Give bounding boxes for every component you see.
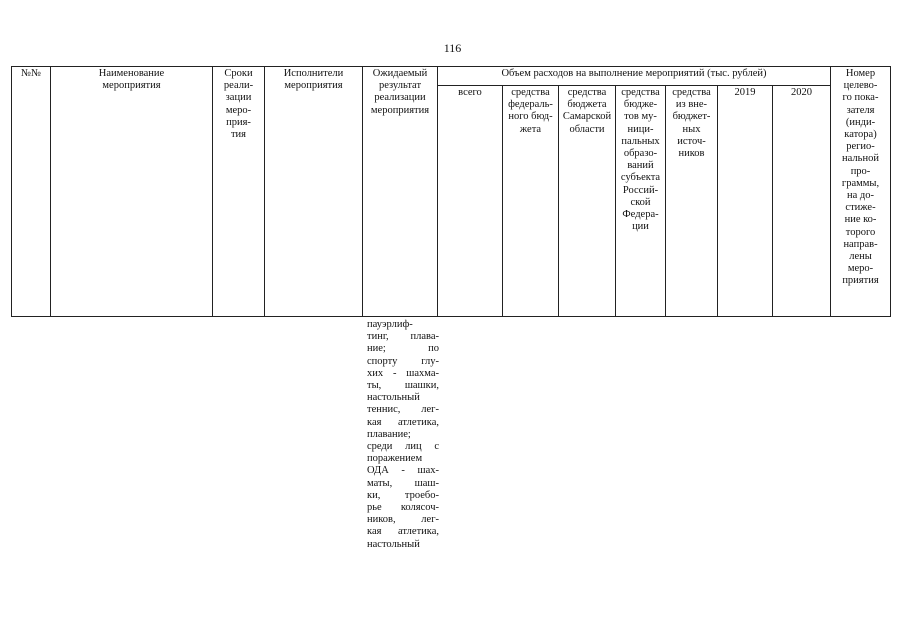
header-text-line: на до- (847, 190, 874, 202)
header-text-line: Россий- (622, 184, 659, 196)
continuation-line: кая атлетика, (367, 526, 439, 538)
continuation-line: пауэрлиф- (367, 319, 413, 330)
col-extrabudget-header (666, 86, 718, 317)
continuation-line: тинг, плава- (367, 331, 439, 343)
continuation-line: ние; по (367, 343, 439, 355)
header-text-line: зателя (846, 104, 875, 116)
header-text-line: меро- (847, 263, 874, 275)
header-text-line: лены (849, 251, 872, 263)
header-text-line: источ- (677, 135, 706, 147)
header-text-line: (инди- (845, 116, 876, 128)
header-text-line: пальных (621, 135, 660, 147)
col-regional-header (559, 86, 616, 317)
header-text-line: нальной (842, 153, 879, 165)
continuation-line: среди лиц с (367, 441, 439, 453)
continuation-line: ОДА - шах- (367, 465, 439, 477)
header-text-line: меро- (225, 104, 252, 116)
continuation-line: ки, троебо- (367, 489, 439, 501)
col-municipal-header (616, 86, 666, 317)
header-text-line: ние ко- (844, 214, 877, 226)
header-text-line: про- (850, 165, 871, 177)
continuation-line: настольный (367, 392, 420, 404)
col-indicator-header (831, 67, 891, 317)
header-text-line: Наименование (98, 68, 165, 79)
header-text-line: направ- (843, 238, 878, 250)
header-text-line: Номер (845, 68, 876, 79)
header-text-line: ников (678, 148, 705, 160)
continuation-line: ты, шашки, (367, 380, 439, 392)
col-terms-header (213, 67, 265, 317)
header-text-line: ных (682, 123, 701, 135)
col-federal-header (503, 86, 559, 317)
header-text-line: ного бюд- (508, 111, 553, 123)
header-text-line: мероприятия (102, 80, 161, 92)
header-text-line: тия (230, 129, 247, 141)
header-text-line: мероприятия (370, 104, 430, 116)
header-text-line: ници- (627, 123, 654, 135)
header-text-line: прия- (226, 116, 251, 128)
header-text-line: катора) (844, 129, 877, 141)
header-text-line: Самарской (562, 111, 612, 123)
continuation-line: поражением (367, 453, 423, 465)
continuation-line: рье колясоч- (367, 502, 439, 514)
header-text-line: граммы, (841, 177, 880, 189)
header-text-line: бюдже- (623, 99, 658, 111)
expected-result-continuation (367, 319, 439, 551)
page-number: 116 (443, 41, 462, 55)
header-text-line: торого (845, 226, 876, 238)
measures-table (11, 66, 891, 317)
header-text-line: области (569, 123, 605, 135)
continuation-line: спорту глу- (367, 355, 439, 367)
header-text-line: целево- (843, 80, 878, 92)
header-text-line: ской (630, 196, 651, 208)
header-text-line: Сроки (224, 68, 253, 79)
header-text-line: мероприятия (284, 80, 343, 92)
header-text-line: Ожидаемый (372, 68, 428, 79)
col-expenses-group-header: Объем расходов на выполнение мероприятий (тыс. рублей) (438, 67, 831, 86)
col-name-header (51, 67, 213, 317)
continuation-line: ников, лег- (367, 514, 439, 526)
header-text-line: результат (378, 80, 422, 92)
col-expected-result-header (363, 67, 438, 317)
header-text-line: жета (519, 123, 542, 135)
header-text-line: го пока- (842, 92, 879, 104)
continuation-line: настольный (367, 538, 420, 550)
header-text-line: бюджета (567, 99, 607, 111)
continuation-line: плавание; (367, 428, 411, 440)
header-text-line: средства (621, 87, 660, 98)
header-text-line: ваний (627, 160, 654, 172)
header-text-line: регио- (846, 141, 875, 153)
header-text-line: Федера- (622, 209, 659, 221)
header-text-line: реализации (374, 92, 426, 104)
header-text-line: субъекта (620, 172, 661, 184)
header-text-line: приятия (842, 275, 879, 287)
col-total-header: всего (438, 86, 503, 317)
header-text-line: федераль- (508, 99, 553, 111)
header-text-line: средства (672, 87, 711, 98)
col-year-2019-header: 2019 (718, 86, 773, 317)
header-text-line: из вне- (675, 99, 708, 111)
header-text-line: зации (225, 92, 252, 104)
col-executors-header (265, 67, 363, 317)
header-text-line: образо- (623, 148, 658, 160)
continuation-line: кая атлетика, (367, 416, 439, 428)
header-text-line: бюджет- (672, 111, 711, 123)
header-text-line: ции (632, 221, 649, 233)
col-number-header: №№ (12, 67, 51, 317)
continuation-line: хих - шахма- (367, 367, 439, 379)
header-text-line: средства (567, 87, 607, 98)
col-year-2020-header: 2020 (773, 86, 831, 317)
header-text-line: Исполнители (283, 68, 344, 79)
header-text-line: стиже- (845, 202, 876, 214)
continuation-line: маты, шаш- (367, 477, 439, 489)
header-text-line: тов му- (624, 111, 657, 123)
header-text-line: средства (511, 87, 550, 98)
continuation-line: теннис, лег- (367, 404, 439, 416)
header-text-line: реали- (223, 80, 254, 92)
